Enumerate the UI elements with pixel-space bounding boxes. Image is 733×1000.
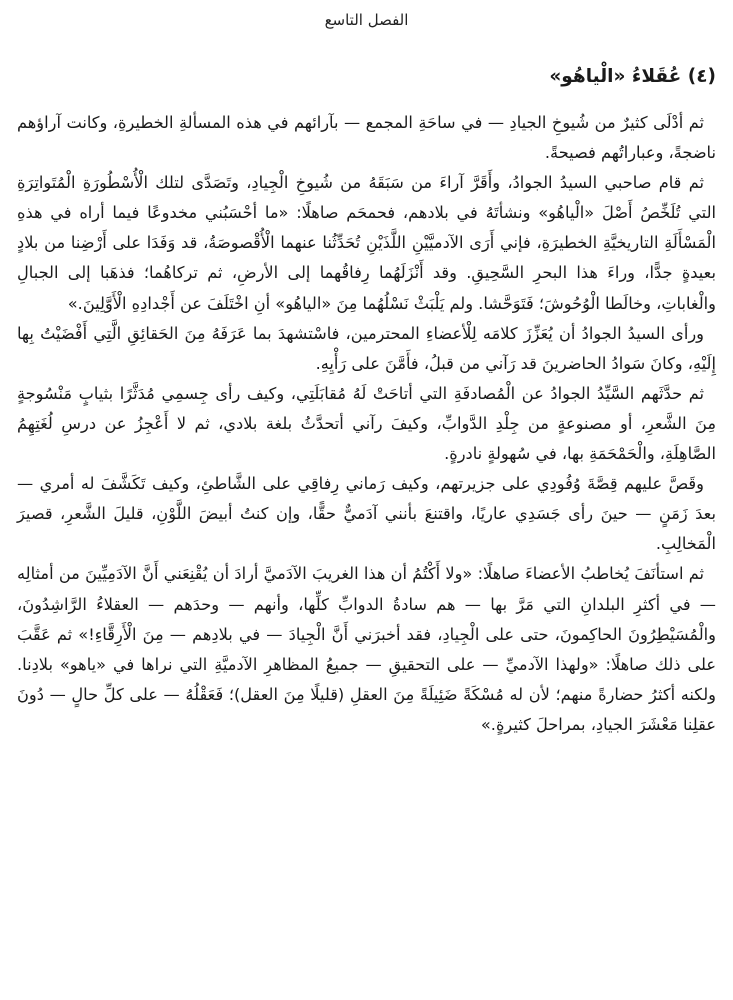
- running-header: الفصل التاسع: [324, 11, 409, 29]
- paragraph: وقَصَّ عليهم قِصَّةَ وُفُودِي على جزيرتهم، وكيف رَماني رِفاقِي على الشَّاطئِ، وكيف تَكَشَّفَ له أمري — بعدَ زَمَنٍ — حينَ رأى جَسَدِي عاريًا، واقتنعَ بأنني آدَميٌّ حقًّا، وإن كنتُ أبيضَ اللَّوْنِ، قليلَ الشَّعرِ، قصيرَ الْمَخالِبِ.: [17, 474, 716, 554]
- paragraph: ثم استأنَفَ يُخاطبُ الأعضاءَ صاهلًا: «ولا أَكْتُمُ أن هذا الغريبَ الآدَميَّ أرادَ أن يُقْنِعَني أَنَّ الآدَمِيِّينَ من أمثالِه — في أكثرِ البلدانِ التي مَرَّ بها — هم سادةُ الدوابِّ كلِّها، وأنهم — وحدَهم — العقلاءُ الرَّاشِدُونَ، والْمُسَيْطِرُونَ الحاكِمونَ، حتى على الْجِيادِ، فقد أخبرَني أَنَّ الْجِيادَ — في بلادِهم — مِنَ الْأَرِقَّاءِ!» ثم عَقَّبَ على ذلك صاهلًا: «ولهذا الآدميِّ — على التحقيقِ — جميعُ المظاهرِ الآدميَّةِ التي نراها في «ياهو» بلادِنا. ولكنه أكثرُ حضارةً منهم؛ لأن له مُسْكَةً ضَئِيلَةً مِنَ العقلِ (قليلًا مِنَ العقل)؛ فَعَقْلُهُ — على كلِّ حالٍ — دُونَ عقلِنا مَعْشَرَ الجيادِ، بمراحلَ كثيرةٍ.»: [17, 564, 716, 734]
- paragraph: ثم أدْلَى كثيرٌ من شُيوخِ الجيادِ — في ساحَةِ المجمع — بآرائهم في هذه المسألةِ الخطيرةِ، وكانت آراؤهم ناضجةً، وعباراتُهم فصيحةً.: [17, 113, 716, 163]
- paragraph: ثم قام صاحبي السيدُ الجوادُ، وأَقَرَّ آراءَ من سَبَقَهُ من شُيوخِ الْجِيادِ، وتَصَدَّى لتلك الْأُسْطُورَةِ الْمُتَواتِرَةِ التي تُلَخِّصُ أَصْلَ «الْياهُو» ونشأتَهُ في بلادهم، فحمحَم صاهلًا: «ما أحْسَبُني مخدوعًا فيما أراه في هذهِ الْمَسْأَلَةِ التاريخيَّةِ الخطيرَةِ، فإني أَرَى الآدميَّيْنِ اللَّذَيْنِ تُحَدِّثُنا عنهما الْأُقْصوصَةُ، قد وَفَدَا على أَرْضِنا من بلادٍ بعيدةٍ جدًّا، وراءَ هذا البحرِ السَّحِيقِ. وقد أَنْزَلَهُما رِفاقُهما إلى الأرضِ، ثم تركاهُما؛ فذهَبا إلى الجبالِ والْغاباتِ، وخالَطا الْوُحُوشَ؛ فَتَوَحَّشا. ولم يَلْبَثْ نَسْلُهُما مِنَ «الياهُو» أنِ اخْتَلَفَ عن أَجْدادِهِ الْأَوَّلِينَ.»: [17, 173, 716, 313]
- body-text: [17, 108, 716, 740]
- paragraph: ثم حدَّثَهم السَّيِّدُ الجوادُ عن الْمُصادفَةِ التي أتاحَتْ لَهُ مُقابَلَتِي، وكيف رأى جِسمِي مُدَثَّرًا بثيابٍ مَنْسُوجةٍ مِنَ الشَّعرِ، أو مصنوعةٍ من جِلْدِ الدَّوابِّ، وكيفَ رآني أتحدَّثُ بلغة بلادي، ثم لا أَعْجِزُ عن درسِ لُغَتِهِمُ الصَّاهِلَةِ، والْحَمْحَمَةِ بها، في سُهولةٍ نادرةٍ.: [17, 383, 716, 464]
- paragraph: ورأى السيدُ الجوادُ أن يُعَزِّزَ كلامَه لِلْأعضاءِ المحترمين، فاسْتشهدَ بما عَرَفَهُ مِنَ الحَقائِقِ الَّتِي أَفْضَيْتُ بِها إِلَيْهِ، وكانَ سَوادُ الحاضرينَ قد رَآني من قبلُ، فأَمَّنَ على رَأْيِهِ.: [17, 323, 716, 373]
- section-title: (٤) عُقَلاءُ «الْياهُو»: [549, 66, 716, 87]
